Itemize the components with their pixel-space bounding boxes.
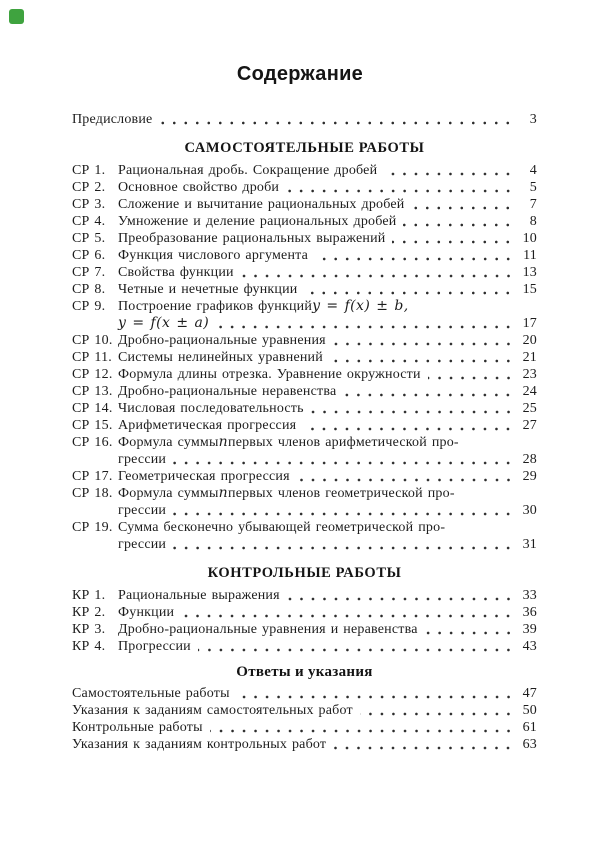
entry-text: грессии <box>118 452 167 467</box>
toc-entry <box>72 179 537 196</box>
dot-leader <box>311 410 514 414</box>
page-number: 24 <box>522 384 537 399</box>
toc-entry <box>72 400 537 417</box>
page-number: 28 <box>522 452 537 467</box>
toc-entry <box>72 468 537 485</box>
toc-entry <box>72 213 537 230</box>
entry-text: Системы нелинейных уравнений <box>118 350 323 365</box>
entry-label: КР 2. <box>72 605 106 620</box>
dot-leader <box>330 359 514 363</box>
toc-entry <box>72 638 537 655</box>
section-heading: САМОСТОЯТЕЛЬНЫЕ РАБОТЫ <box>184 140 425 156</box>
entry-text: Прогрессии <box>118 639 191 654</box>
page-number: 5 <box>529 180 537 195</box>
toc <box>72 111 537 753</box>
entry-math-text: n <box>218 434 228 450</box>
dot-leader <box>304 291 514 295</box>
dot-leader <box>425 631 514 635</box>
page-number: 17 <box>522 316 537 331</box>
dot-leader <box>333 746 514 750</box>
dot-leader <box>303 427 514 431</box>
toc-entry <box>72 604 537 621</box>
page-number: 47 <box>522 686 537 701</box>
toc-entry <box>72 621 537 638</box>
section-heading: КОНТРОЛЬНЫЕ РАБОТЫ <box>207 565 402 581</box>
page-number: 7 <box>529 197 537 212</box>
dot-leader <box>159 121 514 125</box>
dot-leader <box>333 342 514 346</box>
indent-spacer <box>72 451 118 468</box>
entry-text: Формула длины отрезка. Уравнение окружности <box>118 367 421 382</box>
toc-entry <box>72 383 537 400</box>
entry-text: Геометрическая прогрессия <box>118 469 290 484</box>
entry-label: СР 8. <box>72 282 106 297</box>
dot-leader <box>392 240 514 244</box>
dot-leader <box>173 546 514 550</box>
dot-leader <box>181 614 514 618</box>
entry-label: СР 17. <box>72 469 113 484</box>
page-number: 63 <box>522 737 537 752</box>
toc-entry <box>72 736 537 753</box>
dot-leader <box>173 512 514 516</box>
toc-entry <box>72 111 537 128</box>
page-number: 8 <box>529 214 537 229</box>
dot-leader <box>403 223 514 227</box>
page-number: 21 <box>522 350 537 365</box>
entry-text: Формула суммы <box>118 486 219 501</box>
indent-spacer <box>72 536 118 553</box>
toc-entry <box>72 519 537 536</box>
toc-entry-continuation <box>72 315 537 332</box>
entry-label: СР 2. <box>72 180 106 195</box>
toc-entry <box>72 719 537 736</box>
entry-text: Построение графиков функций <box>118 299 313 314</box>
toc-entry <box>72 702 537 719</box>
entry-text: Дробно-рациональные уравнения и неравенства <box>118 622 418 637</box>
dot-leader <box>287 597 514 601</box>
entry-text: Дробно-рациональные уравнения <box>118 333 326 348</box>
page-number: 36 <box>522 605 537 620</box>
page-title: Содержание <box>236 63 364 85</box>
page-number: 15 <box>522 282 537 297</box>
page-number: 61 <box>522 720 537 735</box>
entry-text: Предисловие <box>72 112 153 127</box>
page-number: 10 <box>522 231 537 246</box>
toc-entry <box>72 434 537 451</box>
entry-text: Контрольные работы <box>72 720 203 735</box>
indent-spacer <box>72 502 118 519</box>
page-number: 25 <box>522 401 537 416</box>
entry-text: первых членов арифметической про- <box>228 435 459 450</box>
entry-math-text: y = f(x ± a) <box>118 315 210 331</box>
entry-label: СР 19. <box>72 520 113 535</box>
dot-leader <box>315 257 514 261</box>
entry-text: Сумма бесконечно убывающей геометрической про- <box>118 520 446 535</box>
entry-text: грессии <box>118 503 167 518</box>
dot-leader <box>360 712 514 716</box>
page-number: 11 <box>523 248 537 263</box>
toc-entry <box>72 264 537 281</box>
dot-leader <box>297 478 514 482</box>
toc-entry <box>72 485 537 502</box>
entry-text: Арифметическая прогрессия <box>118 418 297 433</box>
dot-leader <box>173 461 514 465</box>
page-number: 29 <box>522 469 537 484</box>
entry-label: СР 16. <box>72 435 113 450</box>
page-number: 43 <box>522 639 537 654</box>
entry-text: Функция числового аргумента <box>118 248 309 263</box>
entry-label: СР 18. <box>72 486 113 501</box>
indent-spacer <box>72 315 118 332</box>
dot-leader <box>411 206 514 210</box>
green-corner-marker-icon <box>9 9 24 24</box>
toc-entry <box>72 366 537 383</box>
toc-entry-continuation <box>72 451 537 468</box>
dot-leader <box>216 325 514 329</box>
entry-label: СР 1. <box>72 163 106 178</box>
entry-text: Рациональная дробь. Сокращение дробей <box>118 163 378 178</box>
entry-label: СР 4. <box>72 214 106 229</box>
entry-text: Самостоятельные работы <box>72 686 230 701</box>
page-number: 20 <box>522 333 537 348</box>
page-number: 23 <box>522 367 537 382</box>
entry-label: СР 15. <box>72 418 113 433</box>
entry-label: КР 3. <box>72 622 106 637</box>
page-number: 4 <box>529 163 537 178</box>
entry-text: Указания к заданиям самостоятельных работ <box>72 703 353 718</box>
section-heading: Ответы и указания <box>236 664 373 680</box>
entry-text: Основное свойство дроби <box>118 180 280 195</box>
page-number: 31 <box>522 537 537 552</box>
entry-text: Четные и нечетные функции <box>118 282 298 297</box>
entry-text: Указания к заданиям контрольных работ <box>72 737 327 752</box>
entry-math-text: n <box>218 485 228 501</box>
entry-text: Формула суммы <box>118 435 219 450</box>
toc-entry-continuation <box>72 536 537 553</box>
toc-entry <box>72 332 537 349</box>
toc-entry <box>72 349 537 366</box>
entry-label: СР 10. <box>72 333 113 348</box>
entry-label: СР 7. <box>72 265 106 280</box>
entry-label: КР 1. <box>72 588 106 603</box>
entry-text: Функции <box>118 605 175 620</box>
toc-entry <box>72 298 537 315</box>
entry-text: Рациональные выражения <box>118 588 280 603</box>
toc-entry <box>72 162 537 179</box>
toc-entry <box>72 281 537 298</box>
toc-entry <box>72 587 537 604</box>
entry-text: Дробно-рациональные неравенства <box>118 384 337 399</box>
page-number: 50 <box>522 703 537 718</box>
dot-leader <box>198 648 514 652</box>
entry-text: Свойства функции <box>118 265 234 280</box>
entry-label: СР 3. <box>72 197 106 212</box>
dot-leader <box>428 376 514 380</box>
page-number: 13 <box>522 265 537 280</box>
entry-label: КР 4. <box>72 639 106 654</box>
dot-leader <box>384 172 514 176</box>
entry-text: Преобразование рациональных выражений <box>118 231 386 246</box>
toc-entry <box>72 417 537 434</box>
entry-label: СР 9. <box>72 299 106 314</box>
dot-leader <box>210 729 514 733</box>
toc-entry <box>72 196 537 213</box>
entry-text: грессии <box>118 537 167 552</box>
toc-entry <box>72 247 537 264</box>
entry-text: Числовая последовательность <box>118 401 304 416</box>
dot-leader <box>241 274 514 278</box>
toc-entry <box>72 685 537 702</box>
toc-entry <box>72 230 537 247</box>
page-number: 30 <box>522 503 537 518</box>
entry-label: СР 5. <box>72 231 106 246</box>
dot-leader <box>237 695 514 699</box>
entry-label: СР 12. <box>72 367 113 382</box>
entry-label: СР 11. <box>72 350 113 365</box>
dot-leader <box>343 393 514 397</box>
entry-label: СР 14. <box>72 401 113 416</box>
entry-text: Сложение и вычитание рациональных дробей <box>118 197 405 212</box>
entry-text: Умножение и деление рациональных дробей <box>118 214 397 229</box>
entry-text: первых членов геометрической про- <box>228 486 455 501</box>
page-number: 39 <box>522 622 537 637</box>
toc-entry-continuation <box>72 502 537 519</box>
page-number: 33 <box>522 588 537 603</box>
entry-label: СР 13. <box>72 384 113 399</box>
entry-label: СР 6. <box>72 248 106 263</box>
dot-leader <box>286 189 514 193</box>
page-number: 27 <box>522 418 537 433</box>
page-number: 3 <box>529 112 537 127</box>
entry-math-text: y = f(x) ± b, <box>312 298 409 314</box>
